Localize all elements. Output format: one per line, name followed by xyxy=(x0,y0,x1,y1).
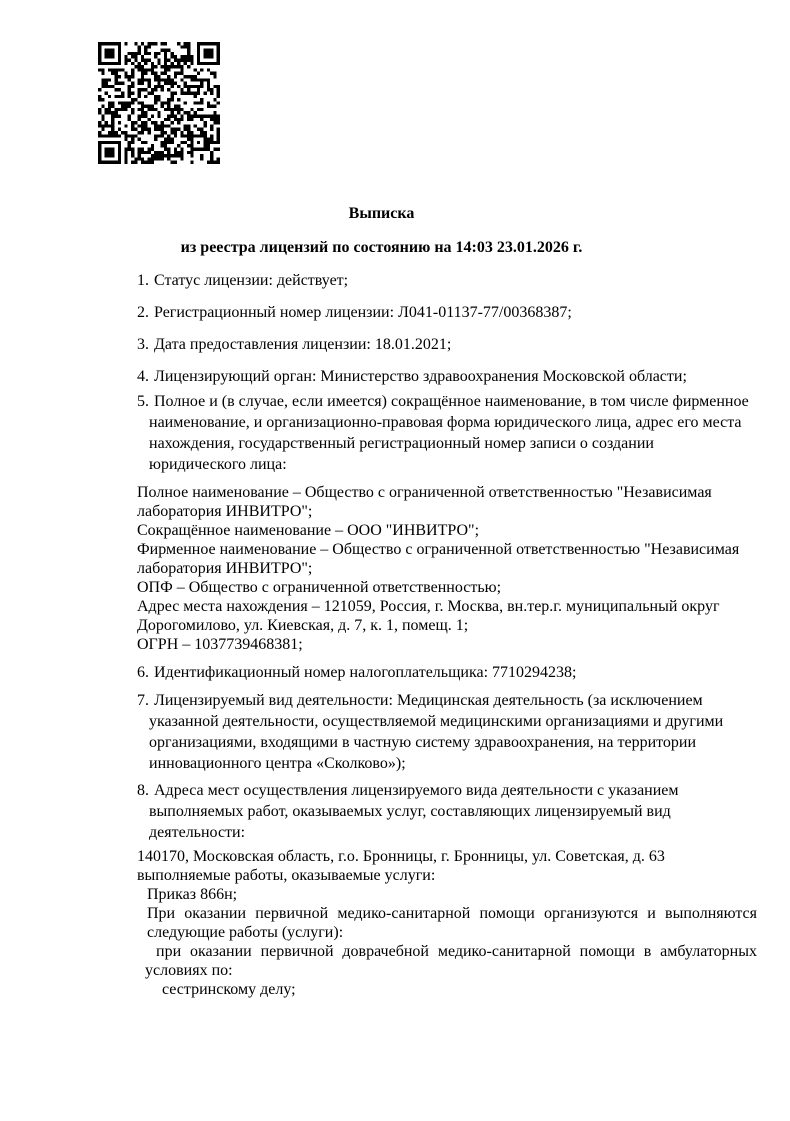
license-item-8 xyxy=(137,780,757,843)
address-line: при оказании первичной доврачебной медико-санитарной помощи в амбулаторных xyxy=(156,943,757,960)
item-number: 8. xyxy=(137,782,149,799)
item-text: Дата предоставления лицензии: 18.01.2021; xyxy=(154,336,452,353)
org-line: лаборатория ИНВИТРО"; xyxy=(137,503,313,520)
item-number: 5. xyxy=(137,393,149,410)
org-line: Сокращённое наименование – ООО "ИНВИТРО"; xyxy=(137,522,480,539)
item-number: 3. xyxy=(137,336,149,353)
item-line xyxy=(137,334,757,355)
item-line: наименование, и организационно-правовая форма юридического лица, адрес его места xyxy=(149,414,742,431)
org-line: ОПФ – Общество с ограниченной ответственностью; xyxy=(137,579,502,596)
item-line xyxy=(137,270,757,291)
address-line: сестринскому делу; xyxy=(162,981,296,998)
org-line: Дорогомилово, ул. Киевская, д. 7, к. 1, помещ. 1; xyxy=(137,617,469,634)
item-line xyxy=(137,780,757,801)
address-block xyxy=(137,847,757,999)
license-item-3 xyxy=(137,334,757,355)
license-item-1 xyxy=(137,270,757,291)
item-number: 1. xyxy=(137,272,149,289)
item-number: 6. xyxy=(137,664,149,681)
org-line: Фирменное наименование – Общество с ограниченной ответственностью "Независимая xyxy=(137,541,740,558)
org-line: Полное наименование – Общество с ограниченной ответственностью "Независимая xyxy=(137,484,712,501)
license-item-6 xyxy=(137,662,757,683)
item-text: Идентификационный номер налогоплательщика: 7710294238; xyxy=(154,664,577,681)
address-line: Приказ 866н; xyxy=(147,886,238,903)
document-subtitle: из реестра лицензий по состоянию на 14:03 23.01.2026 г. xyxy=(180,239,583,256)
item-number: 2. xyxy=(137,304,149,321)
item-text: Лицензирующий орган: Министерство здравоохранения Московской области; xyxy=(154,368,687,385)
item-line: юридического лица: xyxy=(149,456,287,473)
item-number: 7. xyxy=(137,692,149,709)
title-block xyxy=(137,203,757,259)
address-line: При оказании первичной медико-санитарной помощи организуются и выполняются xyxy=(147,905,757,922)
item-line: нахождения, государственный регистрационный номер записи о создании xyxy=(149,435,654,452)
address-line: выполняемые работы, оказываемые услуги: xyxy=(137,867,436,884)
license-item-7 xyxy=(137,690,757,774)
item-line xyxy=(137,690,757,711)
org-line: ОГРН – 1037739468381; xyxy=(137,636,303,653)
item-text: Регистрационный номер лицензии: Л041-01137-77/00368387; xyxy=(154,304,572,321)
org-block xyxy=(137,483,757,654)
item-line xyxy=(137,302,757,323)
item-line: деятельности: xyxy=(149,824,246,841)
item-line: указанной деятельности, осуществляемой медицинскими организациями и другими xyxy=(149,713,724,730)
org-line: лаборатория ИНВИТРО"; xyxy=(137,560,313,577)
item-line: организациями, входящими в частную систему здравоохранения, на территории xyxy=(149,734,697,751)
address-line: условиях по: xyxy=(145,962,233,979)
item-line xyxy=(137,366,757,387)
item-text: Полное и (в случае, если имеется) сокращённое наименование, в том числе фирменное xyxy=(154,393,749,410)
item-text: Статус лицензии: действует; xyxy=(154,272,349,289)
item-line xyxy=(137,662,757,683)
license-item-5 xyxy=(137,391,757,475)
license-item-2 xyxy=(137,302,757,323)
item-text: Лицензируемый вид деятельности: Медицинская деятельность (за исключением xyxy=(154,692,703,709)
license-item-4 xyxy=(137,366,757,387)
document-content xyxy=(137,0,757,999)
document-title: Выписка xyxy=(348,205,415,222)
address-line: 140170, Московская область, г.о. Бронницы, г. Бронницы, ул. Советская, д. 63 xyxy=(137,848,665,865)
item-line: выполняемых работ, оказываемых услуг, составляющих лицензируемый вид xyxy=(149,803,671,820)
item-number: 4. xyxy=(137,368,149,385)
item-line: инновационного центра «Сколково»); xyxy=(149,755,406,772)
item-text: Адреса мест осуществления лицензируемого вида деятельности с указанием xyxy=(154,782,679,799)
org-line: Адрес места нахождения – 121059, Россия, г. Москва, вн.тер.г. муниципальный округ xyxy=(137,598,720,615)
item-line xyxy=(137,391,757,412)
address-line: следующие работы (услуги): xyxy=(147,924,344,941)
